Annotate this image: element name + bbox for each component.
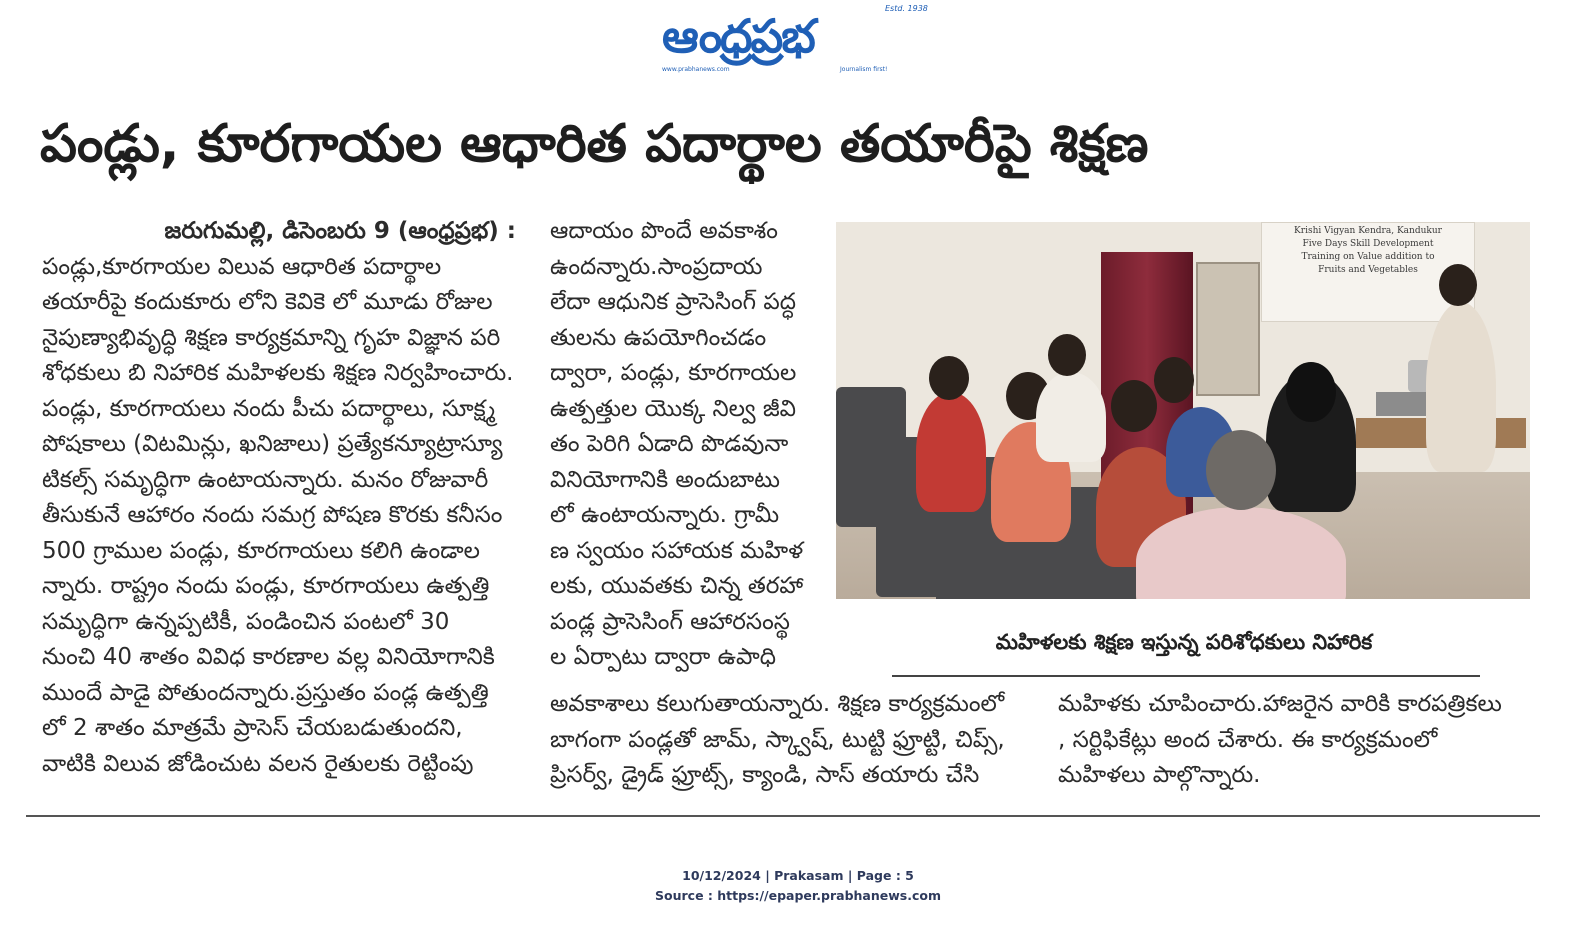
article-text-line: ఉత్పత్తుల యొక్క నిల్వ జీవి [550, 395, 796, 422]
photo-attendee-head [1048, 334, 1086, 376]
article-column-1 [42, 214, 520, 782]
article-text-line: పండ్ల ప్రాసెసింగ్ ఆహారసంస్థ [550, 608, 790, 635]
article-text-line: తయారీపై కందుకూరు లోని కెవికె లో మూడు రోజుల [42, 289, 493, 315]
article-text-line: లో ఉంటాయన్నారు. గ్రామీ [550, 502, 780, 528]
photo-attendee [916, 392, 986, 512]
article-text-line: తీసుకునే ఆహారం నందు సమగ్ర పోషణ కొరకు కనీసం [42, 502, 503, 528]
article-text-line: మహిళకు చూపించారు.హాజరైన వారికి కారపత్రికలు [1058, 691, 1502, 717]
photo-attendee-head [1286, 362, 1336, 422]
banner-text-line: Training on Value addition to [1301, 252, 1435, 262]
page-footer [0, 866, 1596, 906]
masthead-logo [640, 4, 940, 76]
article-text-line: ద్వారా, పండ్లు, కూరగాయల [550, 360, 797, 386]
article-text-line: మహిళలు పాల్గొన్నారు. [1058, 762, 1261, 788]
article-text-line: ఉందన్నారు.సాంప్రదాయ [550, 253, 763, 280]
article-text-line: వినియోగానికి అందుబాటు [550, 466, 781, 493]
article-text-line: శోధకులు బి నిహారిక మహిళలకు శిక్షణ నిర్వహించారు. [42, 360, 514, 386]
article-text-line: పండ్లు,కూరగాయల విలువ ఆధారిత పదార్థాల [42, 253, 442, 280]
logo-tagline: Journalism first! [840, 66, 888, 73]
article-text-line: తం పెరిగి ఏడాది పొడవునా [550, 431, 789, 457]
article-text-line: ణ స్వయం సహాయక మహిళ [550, 537, 804, 564]
article-text-line: బాగంగా పండ్లతో జామ్, స్క్వాష్, టుట్టి ఫ్రూట్టి, చిప్స్, [550, 726, 1005, 753]
page-divider [26, 815, 1540, 817]
article-text-line: అవకాశాలు కలుగుతాయన్నారు. శిక్షణ కార్యక్రమంలో [550, 691, 1005, 717]
footer-source-link[interactable]: Source : https://epaper.prabhanews.com [655, 888, 941, 903]
article-headline: పండ్లు, కూరగాయల ఆధారిత పదార్థాల తయారీపై శిక్షణ [40, 114, 1149, 174]
article-text-line: పోషకాలు (విటమిన్లు, ఖనిజాలు) ప్రత్యేకన్యూట్రాస్యూ [42, 431, 503, 457]
photo-attendee-head [1206, 430, 1276, 510]
article-text-line: ల ఏర్పాటు ద్వారా ఉపాధి [550, 644, 776, 670]
photo-presenter [1426, 302, 1496, 472]
article-photo [836, 222, 1530, 599]
article-text-line: సమృద్ధిగా ఉన్నప్పటికీ, పండించిన పంటలో 30 [42, 608, 450, 635]
banner-text-line: Fruits and Vegetables [1318, 265, 1418, 275]
dateline: జరుగుమల్లి, డిసెంబరు 9 (ఆంధ్రప్రభ) : [164, 218, 516, 244]
photo-caption: మహిళలకు శిక్షణ ఇస్తున్న పరిశోధకులు నిహారిక [995, 630, 1373, 654]
photo-attendee-head [929, 356, 969, 400]
article-text-line: తులను ఉపయోగించడం [550, 324, 767, 351]
article-text-line: టికల్స్ సమృద్ధిగా ఉంటాయన్నారు. మనం రోజువారీ [42, 466, 489, 493]
article-text-line: పండ్లు, కూరగాయలు నందు పీచు పదార్థాలు, సూక్ష్మ [42, 395, 496, 422]
photo-attendee-head [1154, 357, 1194, 403]
established-year: Estd. 1938 [885, 4, 928, 13]
article-column-3 [550, 687, 1028, 794]
article-text-line: న్నారు. రాష్ట్రం నందు పండ్లు, కూరగాయలు ఉత్పత్తి [42, 573, 490, 599]
article-text-line: ఆదాయం పొందే అవకాశం [550, 218, 778, 244]
article-text-line: వాటికి విలువ జోడించుట వలన రైతులకు రెట్టింపు [42, 750, 474, 777]
footer-date-edition: 10/12/2024 | Prakasam | Page : 5 [682, 868, 914, 883]
article-text-line: లో 2 శాతం మాత్రమే ప్రాసెస్ చేయబడుతుందని, [42, 715, 463, 741]
article-text-line: , సర్టిఫికేట్లు అంద చేశారు. ఈ కార్యక్రమంలో [1058, 726, 1438, 753]
photo-window [1196, 262, 1260, 396]
photo-presenter-head [1439, 264, 1477, 306]
article-text-line: నైపుణ్యాభివృద్ధి శిక్షణ కార్యక్రమాన్ని గృహ విజ్ఞాన పరి [42, 324, 501, 351]
logo-url: www.prabhanews.com [662, 66, 730, 73]
caption-divider [892, 675, 1480, 677]
article-text-line: 500 గ్రాముల పండ్లు, కూరగాయలు కలిగి ఉండాల [42, 537, 480, 564]
banner-text-line: Five Days Skill Development [1302, 239, 1434, 249]
article-text-line: ముందే పాడై పోతుందన్నారు.ప్రస్తుతం పండ్ల ఉత్పత్తి [42, 679, 489, 706]
banner-text-line: Krishi Vigyan Kendra, Kandukur [1294, 226, 1442, 236]
photo-attendee [1036, 372, 1106, 462]
article-text-line: లకు, యువతకు చిన్న తరహా [550, 573, 804, 599]
article-column-4 [1058, 687, 1538, 794]
photo-attendee-head [1111, 380, 1157, 432]
article-column-2 [550, 214, 818, 676]
article-text-line: నుంచి 40 శాతం వివిధ కారణాల వల్ల వినియోగానికి [42, 644, 495, 670]
logo-wordmark: ఆంధ్రప్రభ [662, 9, 814, 63]
article-text-line: ప్రిసర్వ్, డ్రైడ్ ఫ్రూట్స్, క్యాండి, సాస్ తయారు చేసి [550, 762, 980, 788]
article-text-line: లేదా ఆధునిక ప్రాసెసింగ్ పద్ధ [550, 289, 796, 315]
